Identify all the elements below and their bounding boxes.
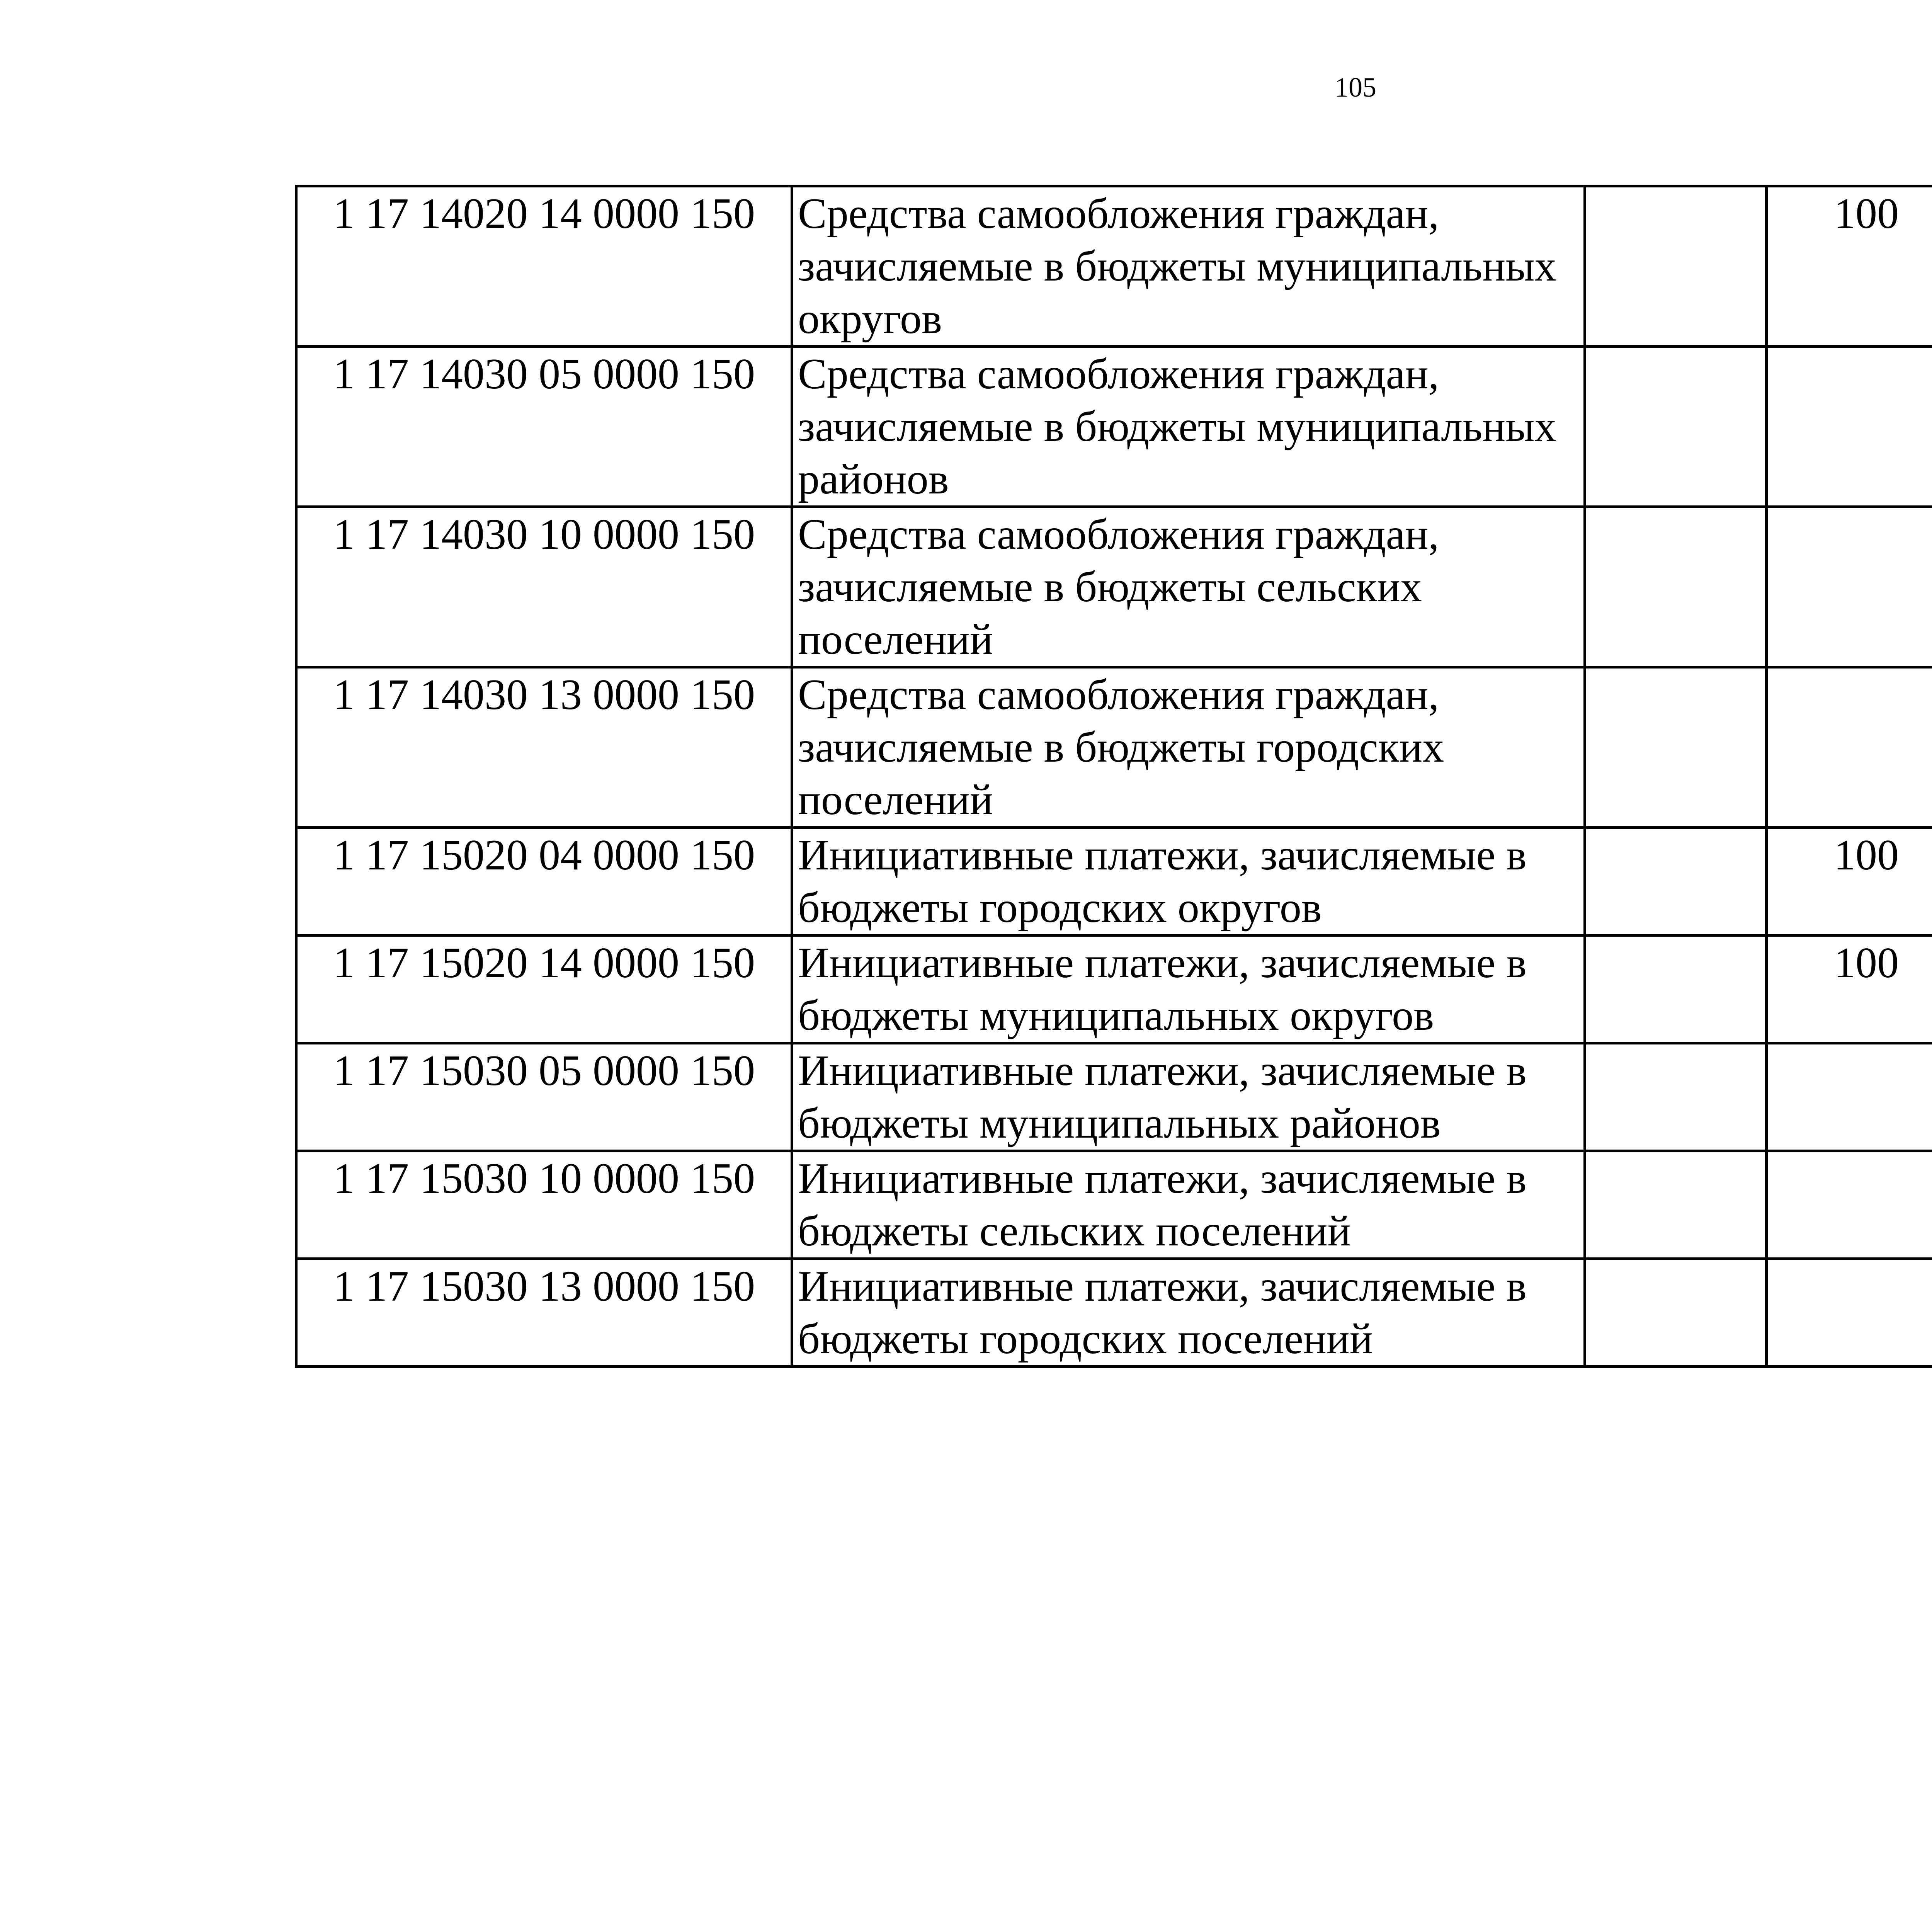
table-row [296, 1259, 1932, 1367]
description-line: зачисляемые в бюджеты городских [798, 723, 1444, 771]
value-cell [1767, 507, 1932, 667]
description-cell [792, 507, 1585, 667]
budget-code-cell: 1 17 14030 05 0000 150 [296, 347, 792, 507]
value-cell [1585, 828, 1767, 936]
description-line: бюджеты городских округов [798, 884, 1322, 932]
description-line: Инициативные платежи, зачисляемые в [798, 1262, 1527, 1310]
description-cell [792, 186, 1585, 347]
description-line: поселений [798, 776, 993, 824]
table-row [296, 347, 1932, 507]
table-row [296, 1043, 1932, 1151]
description-line: Средства самообложения граждан, [798, 190, 1439, 238]
value-cell [1585, 1151, 1767, 1259]
table-row [296, 507, 1932, 667]
description-cell [792, 936, 1585, 1043]
description-line: Средства самообложения граждан, [798, 350, 1439, 398]
description-cell [792, 667, 1585, 828]
description-cell [792, 1151, 1585, 1259]
description-line: зачисляемые в бюджеты сельских [798, 563, 1422, 611]
budget-code-cell: 1 17 14020 14 0000 150 [296, 186, 792, 347]
value-cell [1767, 347, 1932, 507]
description-line: зачисляемые в бюджеты муниципальных [798, 242, 1556, 290]
description-line: поселений [798, 616, 993, 663]
value-cell [1585, 186, 1767, 347]
table-row [296, 667, 1932, 828]
budget-revenue-table [295, 185, 1932, 1368]
value-cell: 100 [1767, 936, 1932, 1043]
budget-code-cell: 1 17 15020 04 0000 150 [296, 828, 792, 936]
description-line: зачисляемые в бюджеты муниципальных [798, 403, 1556, 451]
budget-code-cell: 1 17 15030 13 0000 150 [296, 1259, 792, 1367]
description-line: Инициативные платежи, зачисляемые в [798, 1047, 1527, 1095]
description-line: Инициативные платежи, зачисляемые в [798, 831, 1527, 879]
description-line: бюджеты муниципальных районов [798, 1099, 1441, 1147]
value-cell [1767, 667, 1932, 828]
description-line: округов [798, 295, 942, 343]
value-cell: 100 [1767, 828, 1932, 936]
budget-code-cell: 1 17 14030 13 0000 150 [296, 667, 792, 828]
description-line: Средства самообложения граждан, [798, 671, 1439, 719]
value-cell [1585, 347, 1767, 507]
description-line: бюджеты сельских поселений [798, 1207, 1351, 1255]
value-cell: 100 [1767, 186, 1932, 347]
description-line: бюджеты муниципальных округов [798, 992, 1434, 1039]
budget-code-cell: 1 17 15030 10 0000 150 [296, 1151, 792, 1259]
table-row [296, 828, 1932, 936]
value-cell [1767, 1259, 1932, 1367]
budget-code-cell: 1 17 15020 14 0000 150 [296, 936, 792, 1043]
budget-code-cell: 1 17 15030 05 0000 150 [296, 1043, 792, 1151]
value-cell [1585, 507, 1767, 667]
table-row [296, 186, 1932, 347]
value-cell [1767, 1151, 1932, 1259]
description-line: Инициативные платежи, зачисляемые в [798, 939, 1527, 987]
description-cell [792, 828, 1585, 936]
value-cell [1767, 1043, 1932, 1151]
budget-code-cell: 1 17 14030 10 0000 150 [296, 507, 792, 667]
description-line: районов [798, 455, 949, 503]
description-cell [792, 1043, 1585, 1151]
value-cell [1585, 667, 1767, 828]
description-line: бюджеты городских поселений [798, 1315, 1373, 1363]
page-number: 105 [1335, 72, 1376, 103]
value-cell [1585, 1259, 1767, 1367]
value-cell [1585, 1043, 1767, 1151]
table-row [296, 936, 1932, 1043]
description-line: Инициативные платежи, зачисляемые в [798, 1155, 1527, 1203]
description-line: Средства самообложения граждан, [798, 510, 1439, 558]
table-row [296, 1151, 1932, 1259]
description-cell [792, 1259, 1585, 1367]
value-cell [1585, 936, 1767, 1043]
description-cell [792, 347, 1585, 507]
